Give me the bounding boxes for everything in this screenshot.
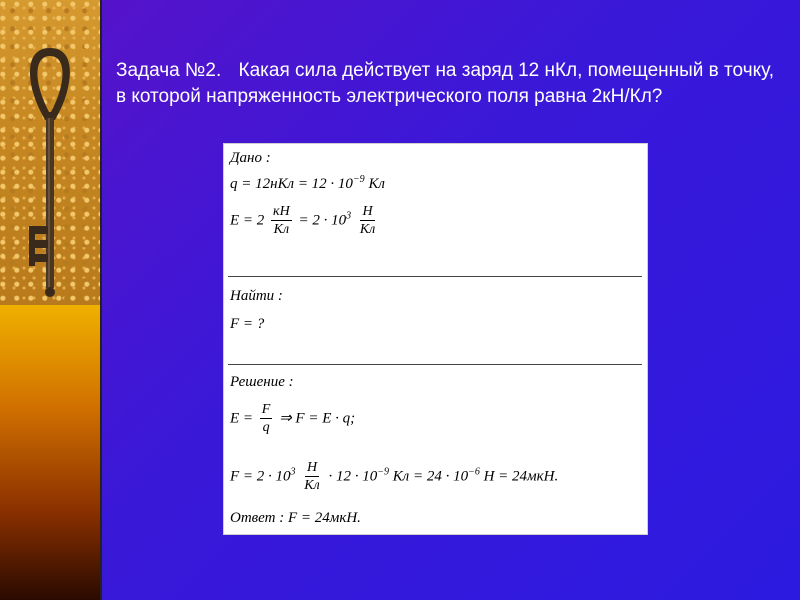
gradient-strip	[0, 305, 100, 600]
answer-line: Ответ : F = 24мкН.	[230, 510, 361, 526]
find-label: Найти :	[230, 288, 283, 304]
key-icon	[15, 40, 85, 300]
left-decor-panel	[0, 0, 100, 600]
given-q	[230, 174, 385, 193]
calc-frac: $\frac{Н}{Кл}$	[304, 460, 320, 493]
calc-line: $F = 2 \cdot 10^3$ $\frac{Н}{Кл}$ · $12 \cdot 10^{-9}$ Кл = $24 \cdot 10^{-6}$ Н = 24мкН.	[230, 460, 559, 493]
find-value: F = ?	[230, 316, 265, 332]
E-frac1: $\frac{кН}{Кл}$	[273, 204, 290, 237]
formula-lhs: E =	[230, 410, 254, 427]
solution-box	[223, 143, 648, 535]
q-unit: Кл	[368, 176, 385, 192]
divider-line-1	[228, 276, 642, 277]
solve-label: Решение :	[230, 374, 294, 390]
given-label: Дано :	[230, 150, 271, 166]
task-title	[116, 58, 786, 110]
task-number: Задача №2.	[116, 60, 222, 81]
E-mid: = 2 · 10	[298, 212, 347, 229]
formula-rhs: ⇒ F = E · q;	[279, 410, 356, 427]
divider-line-2	[228, 364, 642, 365]
task-question: Какая сила действует на заряд 12 нКл, помещенный в точку, в которой напряженность электрического поля равна 2кН/Кл?	[116, 60, 774, 107]
formula-frac: $\frac{F}{q}$	[261, 402, 271, 435]
panel-divider	[100, 0, 102, 600]
given-E	[230, 204, 380, 238]
E-frac2: $\frac{Н}{Кл}$	[359, 204, 376, 237]
q-exp: −9	[352, 174, 365, 185]
E-lhs: E = 2	[230, 212, 265, 229]
E-exp: 3	[346, 210, 352, 222]
formula-line	[230, 402, 355, 436]
q-lhs: q = 12нКл = 12 · 10	[230, 176, 353, 192]
